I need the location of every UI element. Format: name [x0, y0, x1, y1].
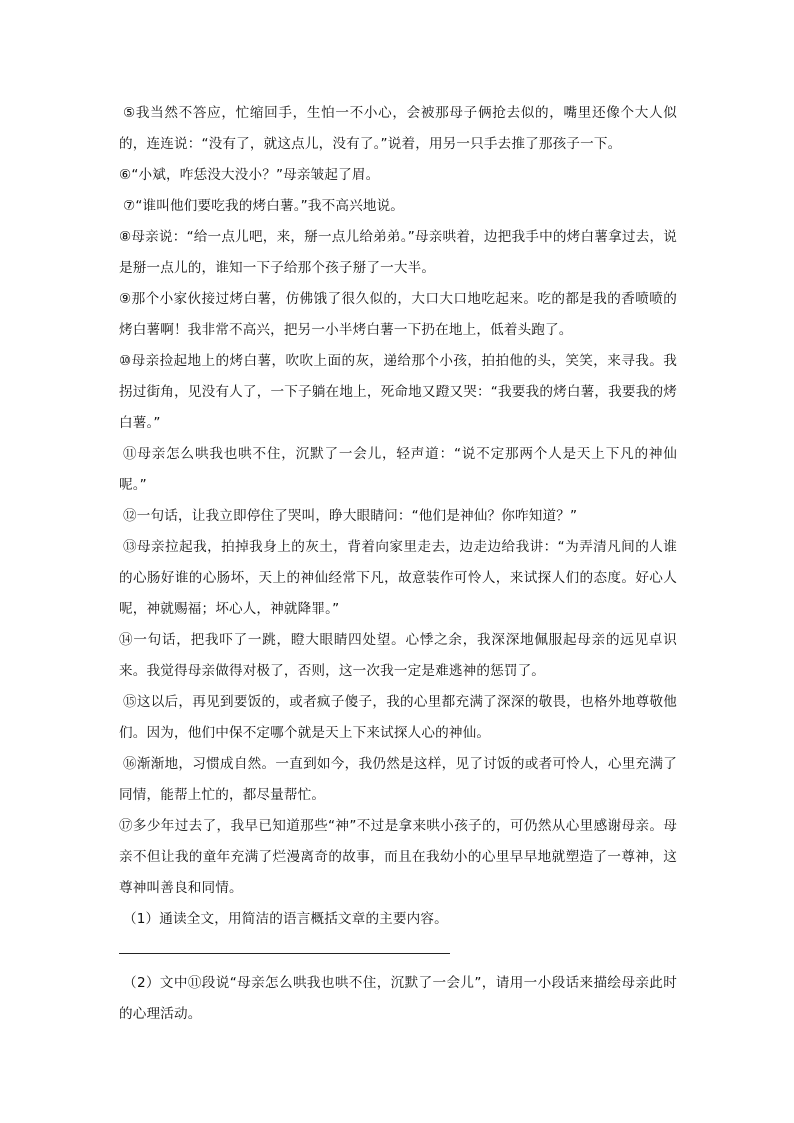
- paragraph-7: ⑦“谁叫他们要吃我的烤白薯。”我不高兴地说。: [123, 198, 405, 214]
- paragraph-17: ⑰多少年过去了，我早已知道那些“神”不过是拿来哄小孩子的，可仍然从心里感谢母亲。母亲不但让我的童年充满了烂漫离奇的故事，而且在我幼小的心里早早地就塑造了一尊神，这尊神叫善良和同情。: [119, 818, 677, 896]
- question-1: （1）通读全文，用简洁的语言概括文章的主要内容。: [123, 911, 448, 927]
- paragraph-15: ⑮这以后，再见到要饭的，或者疯子傻子，我的心里都充满了深深的敬畏，也格外地尊敬他们。因为，他们中保不定哪个就是天上下来试探人心的神仙。: [119, 694, 677, 741]
- paragraph-13: ⑬母亲拉起我，拍掉我身上的灰土，背着向家里走去，边走边给我讲：“为弄清凡间的人谁的心肠好谁的心肠坏，天上的神仙经常下凡，故意装作可怜人，来试探人们的态度。好心人呢，神就赐福；坏心人，神就降罪。”: [119, 539, 677, 617]
- paragraph-11: ⑪母亲怎么哄我也哄不住，沉默了一会儿，轻声道：“说不定那两个人是天上下凡的神仙呢。”: [119, 446, 677, 493]
- paragraph-12: ⑫一句话，让我立即停住了哭叫，睁大眼睛问：“他们是神仙？你咋知道？”: [123, 508, 578, 524]
- question-2: （2）文中⑪段说“母亲怎么哄我也哄不住，沉默了一会儿”，请用一小段话来描绘母亲此时的心理活动。: [119, 975, 677, 1022]
- paragraph-14: ⑭一句话，把我吓了一跳，瞪大眼睛四处望。心悸之余，我深深地佩服起母亲的远见卓识来。我觉得母亲做得对极了，否则，这一次我一定是难逃神的惩罚了。: [119, 632, 677, 679]
- paragraph-10: ⑩母亲捡起地上的烤白薯，吹吹上面的灰，递给那个小孩，拍拍他的头，笑笑，来寻我。我拐过街角，见没有人了，一下子躺在地上，死命地又蹬又哭：“我要我的烤白薯，我要我的烤白薯。”: [119, 353, 677, 431]
- paragraph-9: ⑨那个小家伙接过烤白薯，仿佛饿了很久似的，大口大口地吃起来。吃的都是我的香喷喷的烤白薯啊！我非常不高兴，把另一小半烤白薯一下扔在地上，低着头跑了。: [119, 291, 677, 338]
- paragraph-6: ⑥“小斌，咋恁没大没小？”母亲皱起了眉。: [119, 167, 380, 183]
- paragraph-8: ⑧母亲说：“给一点儿吧，来，掰一点儿给弟弟。”母亲哄着，边把我手中的烤白薯拿过去，说是掰一点儿的，谁知一下子给那个孩子掰了一大半。: [119, 229, 677, 276]
- document-page: [119, 98, 677, 1030]
- paragraph-16: ⑯渐渐地，习惯成自然。一直到如今，我仍然是这样，见了讨饭的或者可怜人，心里充满了同情，能帮上忙的，都尽量帮忙。: [119, 756, 677, 803]
- answer-line[interactable]: [119, 953, 450, 954]
- paragraph-5: ⑤我当然不答应，忙缩回手，生怕一不小心，会被那母子俩抢去似的，嘴里还像个大人似的，连连说：“没有了，就这点儿，没有了。”说着，用另一只手去推了那孩子一下。: [119, 105, 677, 152]
